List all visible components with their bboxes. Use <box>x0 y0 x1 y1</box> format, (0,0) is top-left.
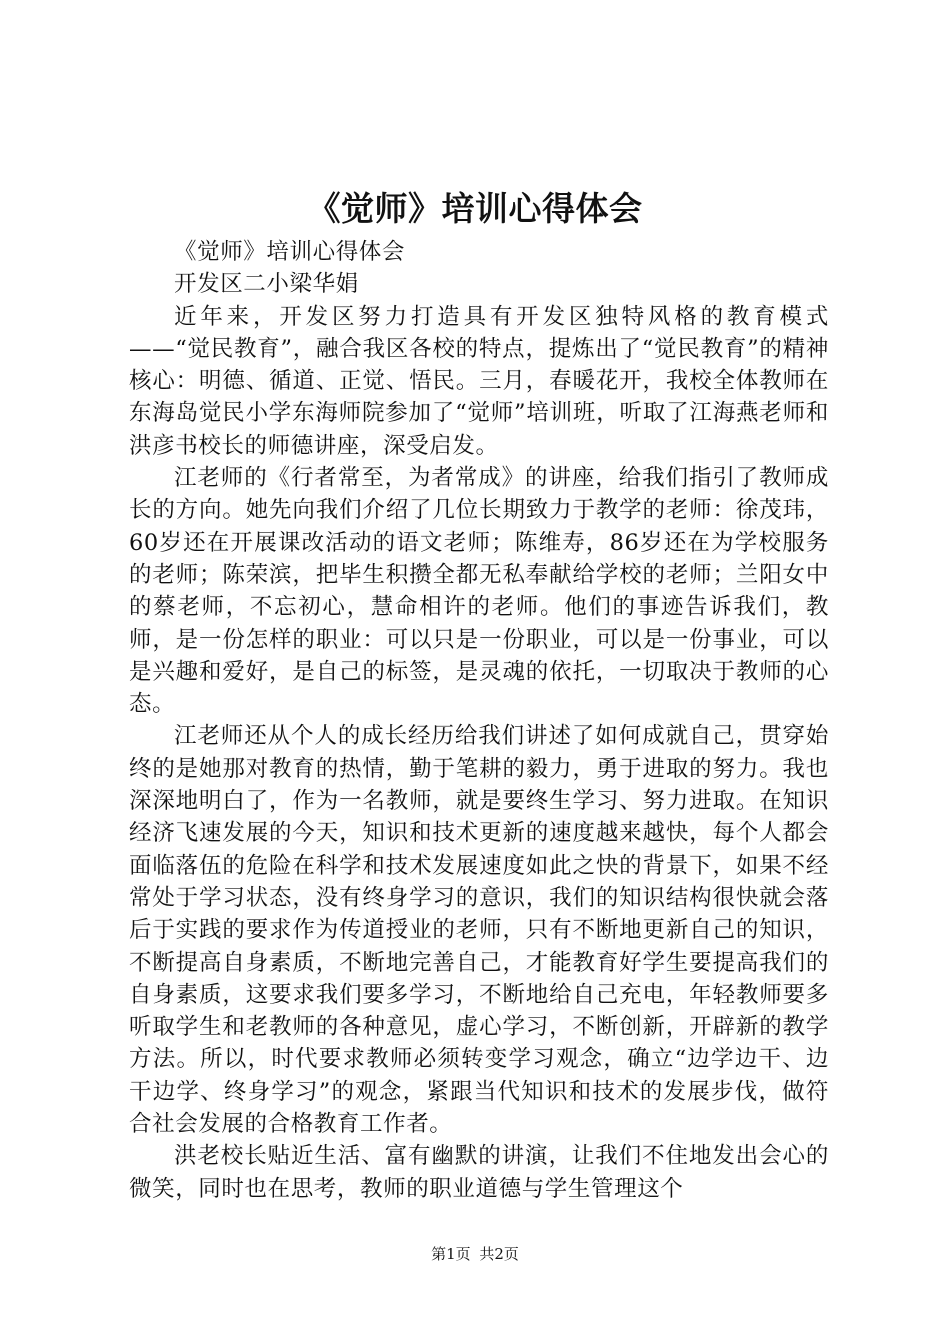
paragraph-subtitle: 《觉师》培训心得体会 <box>174 239 406 265</box>
document-title: 《觉师》培训心得体会 <box>307 189 643 228</box>
page-total: 共2页 <box>479 1245 519 1263</box>
page-footer <box>0 1244 950 1264</box>
document-body <box>129 236 829 1205</box>
paragraph-author: 开发区二小梁华娟 <box>174 271 359 298</box>
paragraph: 江老师的《行者常至，为者常成》的讲座，给我们指引了教师成长的方向。她先向我们介绍了几位长期致力于教学的老师：徐茂玮，60岁还在开展课改活动的语文老师；陈维寿，86岁还在为学校服务的老师；陈荣滨，把毕生积攒全都无私奉献给学校的老师；兰阳女中的蔡老师，不忘初心，慧命相许的老师。他们的事迹告诉我们，教师，是一份怎样的职业：可以只是一份职业，可以是一份事业，可以是兴趣和爱好，是自己的标签，是灵魂的依托，一切取决于教师的心态。 <box>129 465 829 718</box>
paragraph: 洪老校长贴近生活、富有幽默的讲演，让我们不住地发出会心的微笑，同时也在思考，教师的职业道德与学生管理这个 <box>129 1143 829 1202</box>
paragraph: 江老师还从个人的成长经历给我们讲述了如何成就自己，贯穿始终的是她那对教育的热情，勤于笔耕的毅力，勇于进取的努力。我也深深地明白了，作为一名教师，就是要终生学习、努力进取。在知识经济飞速发展的今天，知识和技术更新的速度越来越快，每个人都会面临落伍的危险在科学和技术发展速度如此之快的背景下，如果不经常处于学习状态，没有终身学习的意识，我们的知识结构很快就会落后于实践的要求作为传道授业的老师，只有不断地更新自己的知识，不断提高自身素质，不断地完善自己，才能教育好学生要提高我们的自身素质，这要求我们要多学习，不断地给自己充电，年轻教师要多听取学生和老教师的各种意见，虚心学习，不断创新，开辟新的教学方法。所以，时代要求教师必须转变学习观念，确立“边学边干、边干边学、终身学习”的观念，紧跟当代知识和技术的发展步伐，做符合社会发展的合格教育工作者。 <box>129 723 829 1138</box>
paragraph: 近年来，开发区努力打造具有开发区独特风格的教育模式——“觉民教育”，融合我区各校的特点，提炼出了“觉民教育”的精神核心：明德、循道、正觉、悟民。三月，春暖花开，我校全体教师在东海岛觉民小学东海师院参加了“觉师”培训班，听取了江海燕老师和洪彦书校长的师德讲座，深受启发。 <box>129 303 829 459</box>
page-number: 第1页 <box>431 1245 471 1263</box>
